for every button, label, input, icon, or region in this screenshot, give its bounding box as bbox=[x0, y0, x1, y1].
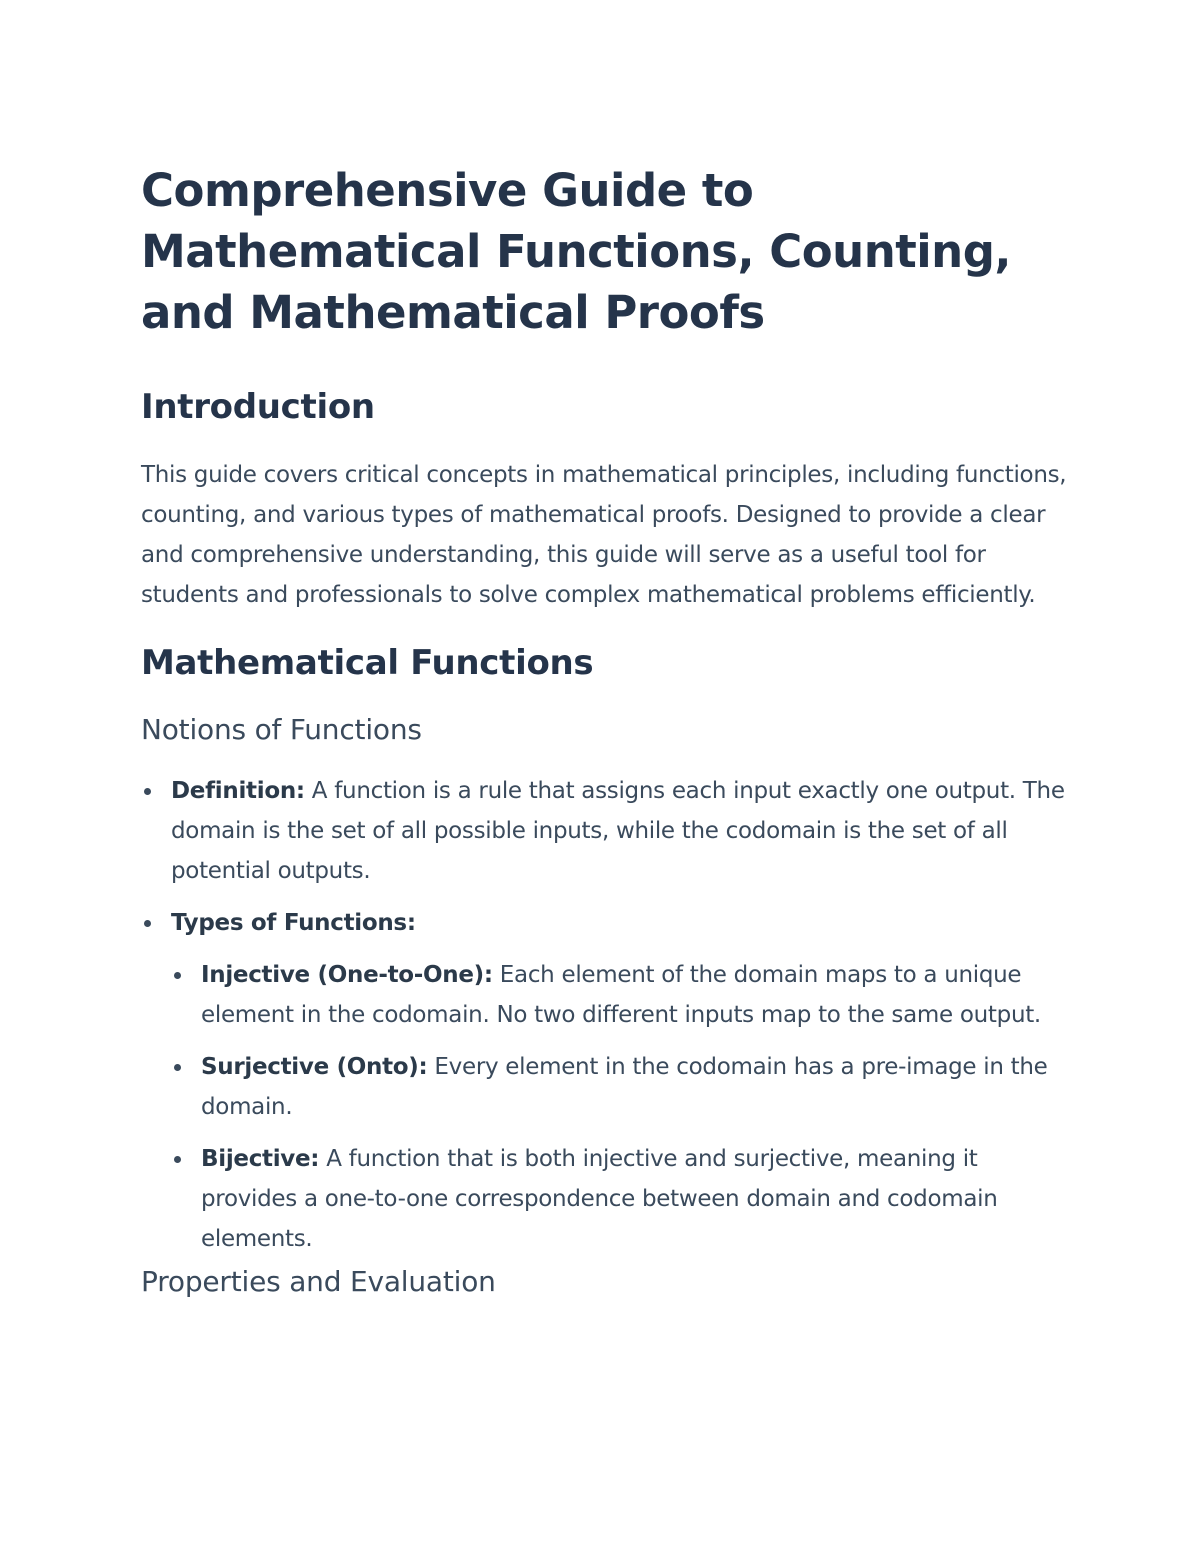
list-item-types-of-functions bbox=[141, 903, 1071, 1259]
mathematical-functions-heading: Mathematical Functions bbox=[141, 643, 594, 683]
surjective-label: Surjective (Onto): bbox=[201, 1054, 428, 1080]
list-item-definition bbox=[141, 771, 1071, 891]
surjective-text: Every element in the codomain has a pre-image in the domain. bbox=[201, 1054, 1048, 1120]
list-item-surjective bbox=[171, 1047, 1071, 1127]
properties-and-evaluation-heading: Properties and Evaluation bbox=[141, 1265, 496, 1298]
definition-label: Definition: bbox=[171, 778, 305, 804]
introduction-paragraph: This guide covers critical concepts in mathematical principles, including functions, counting, and various types of mathematical proofs. Designed to provide a clear and comprehensive understanding, this guide will serve as a useful tool for students and professionals to solve complex mathematical problems efficiently. bbox=[141, 462, 1067, 608]
notions-list bbox=[141, 771, 1071, 1259]
definition-text: A function is a rule that assigns each input exactly one output. The domain is the set of all possible inputs, while the codomain is the set of all potential outputs. bbox=[171, 778, 1065, 884]
bijective-label: Bijective: bbox=[201, 1146, 320, 1172]
list-item-injective bbox=[171, 955, 1071, 1035]
injective-text: Each element of the domain maps to a unique element in the codomain. No two different inputs map to the same output. bbox=[201, 962, 1041, 1028]
list-item-bijective bbox=[171, 1139, 1071, 1259]
bijective-text: A function that is both injective and surjective, meaning it provides a one-to-one correspondence between domain and codomain elements. bbox=[201, 1146, 998, 1252]
types-of-functions-label: Types of Functions: bbox=[171, 910, 416, 936]
document-title: Comprehensive Guide to Mathematical Functions, Counting, and Mathematical Proofs bbox=[141, 164, 1012, 339]
notions-of-functions-heading: Notions of Functions bbox=[141, 713, 422, 746]
bullet-icon bbox=[174, 1064, 181, 1071]
introduction-heading: Introduction bbox=[141, 387, 375, 427]
bullet-icon bbox=[144, 788, 151, 795]
bullet-icon bbox=[174, 1156, 181, 1163]
document-page bbox=[141, 160, 1071, 1301]
bullet-icon bbox=[144, 920, 151, 927]
types-of-functions-list bbox=[171, 955, 1071, 1259]
injective-label: Injective (One-to-One): bbox=[201, 962, 493, 988]
bullet-icon bbox=[174, 972, 181, 979]
